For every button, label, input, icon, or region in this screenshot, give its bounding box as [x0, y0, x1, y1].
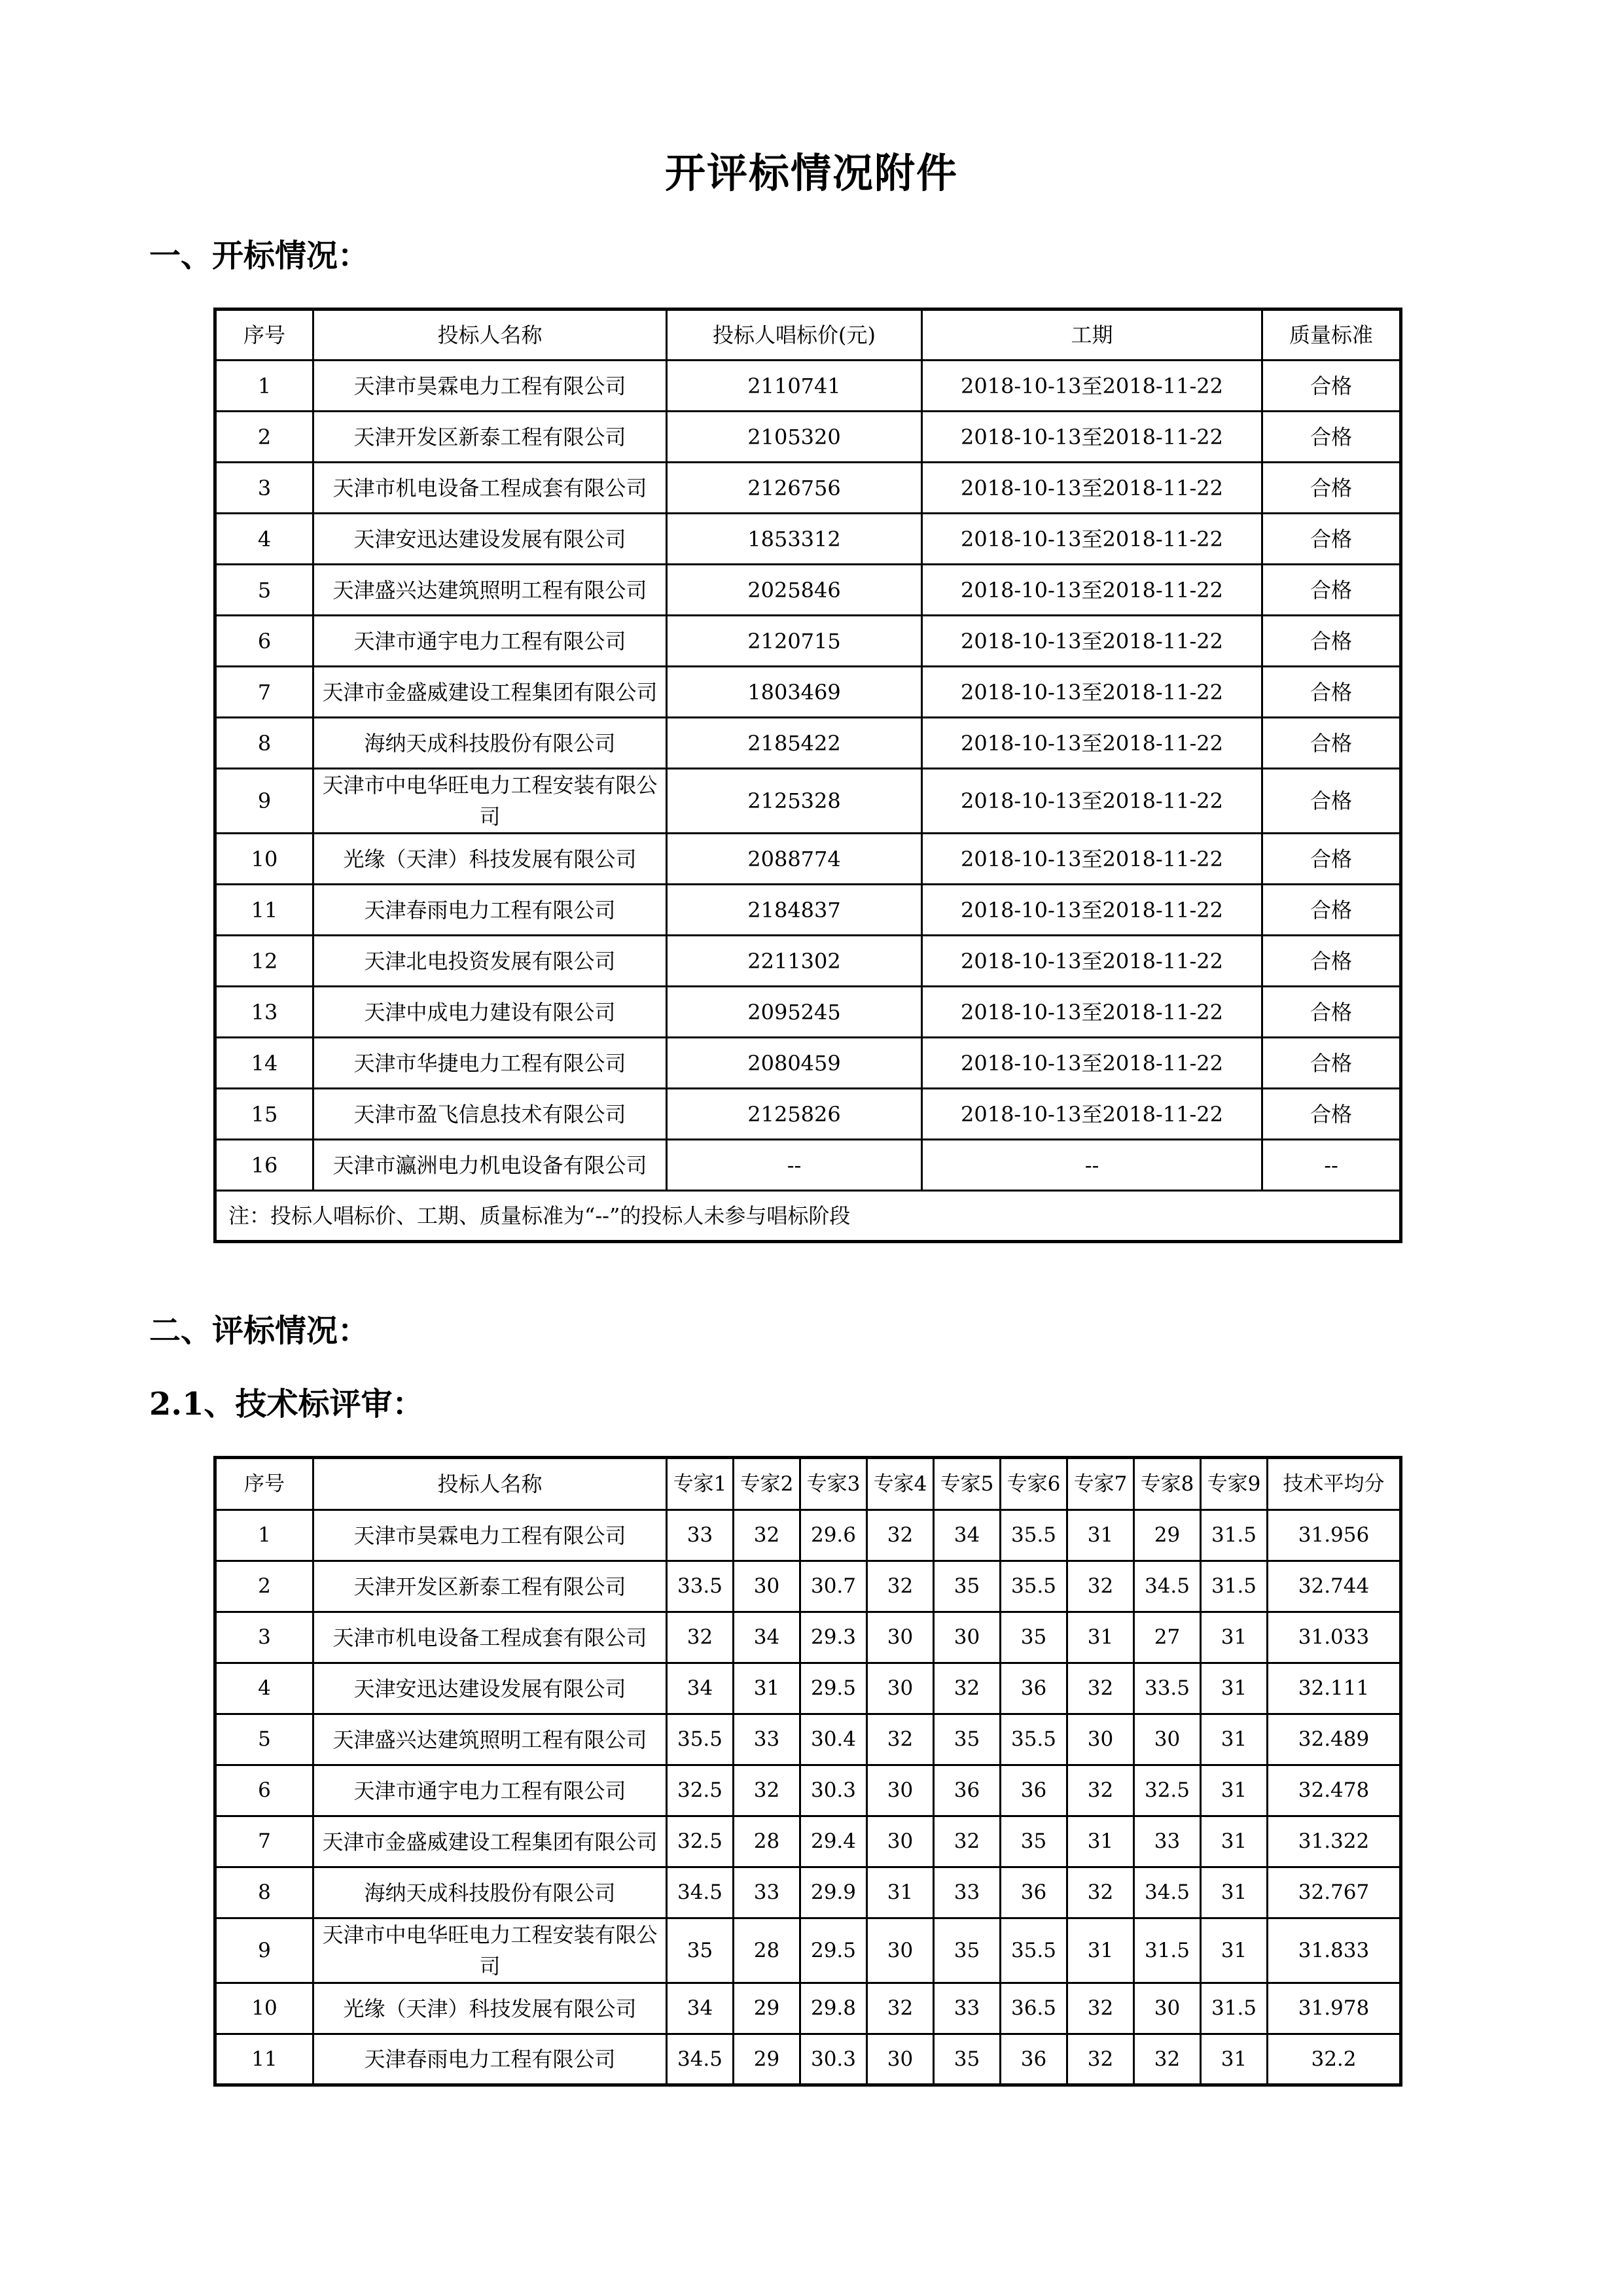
table-row — [215, 718, 1401, 769]
expert-score: 31.5 — [1201, 1510, 1268, 1561]
note-cell: 注：投标人唱标价、工期、质量标准为“--”的投标人未参与唱标阶段 — [215, 1191, 1401, 1242]
bidder-name: 光缘（天津）科技发展有限公司 — [313, 834, 667, 885]
row-index: 6 — [215, 616, 313, 667]
bidder-name: 天津市金盛威建设工程集团有限公司 — [313, 1816, 667, 1867]
expert-score: 36 — [1001, 2034, 1067, 2085]
table-row — [215, 565, 1401, 616]
bid-price: 2105320 — [667, 412, 922, 463]
technical-average-score: 31.978 — [1268, 1983, 1401, 2034]
header-cell: 工期 — [922, 309, 1262, 361]
expert-score: 32 — [1134, 2034, 1201, 2085]
duration: 2018-10-13至2018-11-22 — [922, 412, 1262, 463]
expert-score: 33 — [934, 1983, 1001, 2034]
technical-average-score: 32.478 — [1268, 1765, 1401, 1816]
expert-score: 31 — [1201, 1816, 1268, 1867]
expert-score: 29.8 — [800, 1983, 867, 2034]
row-index: 7 — [215, 667, 313, 718]
expert-score: 32 — [734, 1765, 800, 1816]
table-row — [215, 1140, 1401, 1191]
row-index: 9 — [215, 769, 313, 834]
duration: 2018-10-13至2018-11-22 — [922, 1038, 1262, 1089]
duration: 2018-10-13至2018-11-22 — [922, 667, 1262, 718]
bidder-name: 天津安迅达建设发展有限公司 — [313, 514, 667, 565]
bid-price: 2211302 — [667, 936, 922, 987]
bidder-name: 天津市机电设备工程成套有限公司 — [313, 463, 667, 514]
header-cell: 质量标准 — [1262, 309, 1401, 361]
technical-average-score: 32.767 — [1268, 1867, 1401, 1918]
bidder-name: 天津市中电华旺电力工程安装有限公司 — [313, 769, 667, 834]
bidder-name: 天津春雨电力工程有限公司 — [313, 2034, 667, 2085]
expert-score: 33 — [734, 1867, 800, 1918]
expert-score: 35.5 — [1001, 1561, 1067, 1612]
expert-score: 34 — [667, 1983, 734, 2034]
expert-score: 29.5 — [800, 1663, 867, 1714]
table-row — [215, 514, 1401, 565]
expert-score: 33.5 — [667, 1561, 734, 1612]
expert-score: 32 — [867, 1983, 934, 2034]
expert-score: 29.5 — [800, 1918, 867, 1983]
header-cell: 专家9 — [1201, 1458, 1268, 1510]
expert-score: 34.5 — [1134, 1867, 1201, 1918]
header-cell: 专家3 — [800, 1458, 867, 1510]
row-index: 4 — [215, 1663, 313, 1714]
expert-score: 34.5 — [1134, 1561, 1201, 1612]
section1-heading: 一、开标情况： — [149, 238, 370, 274]
bidder-name: 天津市通宇电力工程有限公司 — [313, 616, 667, 667]
note-row — [215, 1191, 1401, 1242]
bidder-name: 天津开发区新泰工程有限公司 — [313, 412, 667, 463]
expert-score: 35 — [934, 1714, 1001, 1765]
expert-score: 30 — [734, 1561, 800, 1612]
technical-average-score: 32.2 — [1268, 2034, 1401, 2085]
table-row — [215, 667, 1401, 718]
technical-average-score: 31.322 — [1268, 1816, 1401, 1867]
header-cell: 专家7 — [1067, 1458, 1134, 1510]
expert-score: 32 — [1067, 1983, 1134, 2034]
expert-score: 31 — [1201, 1714, 1268, 1765]
expert-score: 35.5 — [1001, 1918, 1067, 1983]
header-cell: 专家6 — [1001, 1458, 1067, 1510]
row-index: 1 — [215, 361, 313, 412]
table-row — [215, 1612, 1401, 1663]
duration: 2018-10-13至2018-11-22 — [922, 463, 1262, 514]
quality-standard: 合格 — [1262, 718, 1401, 769]
row-index: 9 — [215, 1918, 313, 1983]
expert-score: 34.5 — [667, 1867, 734, 1918]
row-index: 12 — [215, 936, 313, 987]
quality-standard: 合格 — [1262, 463, 1401, 514]
bid-price: 2080459 — [667, 1038, 922, 1089]
expert-score: 31 — [1067, 1612, 1134, 1663]
table-row — [215, 1510, 1401, 1561]
expert-score: 35.5 — [1001, 1714, 1067, 1765]
expert-score: 31 — [1067, 1918, 1134, 1983]
expert-score: 29.6 — [800, 1510, 867, 1561]
expert-score: 31.5 — [1134, 1918, 1201, 1983]
bidder-name: 天津盛兴达建筑照明工程有限公司 — [313, 1714, 667, 1765]
quality-standard: 合格 — [1262, 667, 1401, 718]
expert-score: 32 — [934, 1663, 1001, 1714]
bid-price: 2025846 — [667, 565, 922, 616]
bidder-name: 天津安迅达建设发展有限公司 — [313, 1663, 667, 1714]
expert-score: 29.3 — [800, 1612, 867, 1663]
header-cell: 投标人唱标价(元) — [667, 309, 922, 361]
expert-score: 28 — [734, 1918, 800, 1983]
expert-score: 32 — [1067, 1561, 1134, 1612]
table-row — [215, 1918, 1401, 1983]
expert-score: 35 — [934, 1561, 1001, 1612]
row-index: 11 — [215, 885, 313, 936]
bidder-name: 天津春雨电力工程有限公司 — [313, 885, 667, 936]
expert-score: 36 — [1001, 1765, 1067, 1816]
table-header-row — [215, 1458, 1401, 1510]
expert-score: 30.3 — [800, 2034, 867, 2085]
expert-score: 34 — [934, 1510, 1001, 1561]
row-index: 6 — [215, 1765, 313, 1816]
quality-standard: 合格 — [1262, 1089, 1401, 1140]
table-row — [215, 463, 1401, 514]
expert-score: 35.5 — [667, 1714, 734, 1765]
expert-score: 31 — [1067, 1816, 1134, 1867]
header-cell: 序号 — [215, 309, 313, 361]
duration: 2018-10-13至2018-11-22 — [922, 885, 1262, 936]
expert-score: 35 — [934, 1918, 1001, 1983]
quality-standard: 合格 — [1262, 769, 1401, 834]
bidder-name: 天津市瀛洲电力机电设备有限公司 — [313, 1140, 667, 1191]
technical-average-score: 32.111 — [1268, 1663, 1401, 1714]
expert-score: 31 — [1201, 1867, 1268, 1918]
expert-score: 32 — [734, 1510, 800, 1561]
row-index: 10 — [215, 1983, 313, 2034]
expert-score: 31.5 — [1201, 1983, 1268, 2034]
table-row — [215, 1714, 1401, 1765]
quality-standard: 合格 — [1262, 616, 1401, 667]
row-index: 2 — [215, 1561, 313, 1612]
expert-score: 30.7 — [800, 1561, 867, 1612]
expert-score: 27 — [1134, 1612, 1201, 1663]
expert-score: 29.9 — [800, 1867, 867, 1918]
technical-average-score: 31.956 — [1268, 1510, 1401, 1561]
bidder-name: 天津市机电设备工程成套有限公司 — [313, 1612, 667, 1663]
table-row — [215, 2034, 1401, 2085]
bidder-name: 海纳天成科技股份有限公司 — [313, 718, 667, 769]
bid-price: 2125328 — [667, 769, 922, 834]
header-cell: 投标人名称 — [313, 309, 667, 361]
expert-score: 35 — [1001, 1612, 1067, 1663]
expert-score: 30 — [934, 1612, 1001, 1663]
row-index: 13 — [215, 987, 313, 1038]
expert-score: 29 — [734, 1983, 800, 2034]
table-row — [215, 1663, 1401, 1714]
header-cell: 技术平均分 — [1268, 1458, 1401, 1510]
bidder-name: 光缘（天津）科技发展有限公司 — [313, 1983, 667, 2034]
header-cell: 专家4 — [867, 1458, 934, 1510]
table-row — [215, 1816, 1401, 1867]
expert-score: 35.5 — [1001, 1510, 1067, 1561]
technical-review-table — [213, 1456, 1402, 2087]
row-index: 11 — [215, 2034, 313, 2085]
expert-score: 30 — [867, 1918, 934, 1983]
bidder-name: 天津开发区新泰工程有限公司 — [313, 1561, 667, 1612]
row-index: 8 — [215, 1867, 313, 1918]
bid-price: 2126756 — [667, 463, 922, 514]
quality-standard: -- — [1262, 1140, 1401, 1191]
expert-score: 36 — [934, 1765, 1001, 1816]
expert-score: 34 — [734, 1612, 800, 1663]
expert-score: 32 — [934, 1816, 1001, 1867]
bid-opening-table — [213, 308, 1402, 1243]
quality-standard: 合格 — [1262, 361, 1401, 412]
expert-score: 32.5 — [667, 1816, 734, 1867]
bidder-name: 天津盛兴达建筑照明工程有限公司 — [313, 565, 667, 616]
expert-score: 31 — [1201, 1612, 1268, 1663]
expert-score: 29 — [734, 2034, 800, 2085]
row-index: 15 — [215, 1089, 313, 1140]
quality-standard: 合格 — [1262, 412, 1401, 463]
header-cell: 专家8 — [1134, 1458, 1201, 1510]
expert-score: 32 — [1067, 2034, 1134, 2085]
row-index: 5 — [215, 565, 313, 616]
expert-score: 30.3 — [800, 1765, 867, 1816]
expert-score: 29.4 — [800, 1816, 867, 1867]
expert-score: 33 — [934, 1867, 1001, 1918]
quality-standard: 合格 — [1262, 834, 1401, 885]
bid-price: 2095245 — [667, 987, 922, 1038]
expert-score: 35 — [934, 2034, 1001, 2085]
expert-score: 30 — [867, 2034, 934, 2085]
duration: 2018-10-13至2018-11-22 — [922, 616, 1262, 667]
expert-score: 34 — [667, 1663, 734, 1714]
duration: 2018-10-13至2018-11-22 — [922, 987, 1262, 1038]
row-index: 14 — [215, 1038, 313, 1089]
table-row — [215, 1867, 1401, 1918]
table-row — [215, 1983, 1401, 2034]
table-row — [215, 616, 1401, 667]
table-row — [215, 769, 1401, 834]
table-row — [215, 936, 1401, 987]
expert-score: 31 — [734, 1663, 800, 1714]
expert-score: 30 — [867, 1816, 934, 1867]
expert-score: 30 — [1134, 1714, 1201, 1765]
expert-score: 36 — [1001, 1663, 1067, 1714]
quality-standard: 合格 — [1262, 936, 1401, 987]
expert-score: 33 — [667, 1510, 734, 1561]
bidder-name: 天津市金盛威建设工程集团有限公司 — [313, 667, 667, 718]
bid-price: 2184837 — [667, 885, 922, 936]
quality-standard: 合格 — [1262, 987, 1401, 1038]
expert-score: 32 — [667, 1612, 734, 1663]
expert-score: 32 — [1067, 1867, 1134, 1918]
duration: 2018-10-13至2018-11-22 — [922, 936, 1262, 987]
technical-average-score: 32.744 — [1268, 1561, 1401, 1612]
bid-price: 1853312 — [667, 514, 922, 565]
duration: 2018-10-13至2018-11-22 — [922, 514, 1262, 565]
row-index: 1 — [215, 1510, 313, 1561]
section2-heading: 二、评标情况： — [149, 1313, 370, 1349]
expert-score: 31 — [867, 1867, 934, 1918]
row-index: 10 — [215, 834, 313, 885]
duration: 2018-10-13至2018-11-22 — [922, 718, 1262, 769]
bidder-name: 海纳天成科技股份有限公司 — [313, 1867, 667, 1918]
duration: 2018-10-13至2018-11-22 — [922, 565, 1262, 616]
expert-score: 34.5 — [667, 2034, 734, 2085]
bid-price: 2185422 — [667, 718, 922, 769]
table-row — [215, 1038, 1401, 1089]
expert-score: 31 — [1067, 1510, 1134, 1561]
expert-score: 31 — [1201, 1663, 1268, 1714]
expert-score: 30 — [1134, 1983, 1201, 2034]
row-index: 16 — [215, 1140, 313, 1191]
bidder-name: 天津市昊霖电力工程有限公司 — [313, 1510, 667, 1561]
expert-score: 35 — [667, 1918, 734, 1983]
table-row — [215, 412, 1401, 463]
duration: 2018-10-13至2018-11-22 — [922, 1089, 1262, 1140]
expert-score: 31 — [1201, 2034, 1268, 2085]
table-row — [215, 987, 1401, 1038]
duration: 2018-10-13至2018-11-22 — [922, 361, 1262, 412]
row-index: 3 — [215, 1612, 313, 1663]
quality-standard: 合格 — [1262, 885, 1401, 936]
header-cell: 专家5 — [934, 1458, 1001, 1510]
expert-score: 36 — [1001, 1867, 1067, 1918]
bid-price: 2120715 — [667, 616, 922, 667]
bidder-name: 天津北电投资发展有限公司 — [313, 936, 667, 987]
technical-average-score: 32.489 — [1268, 1714, 1401, 1765]
row-index: 2 — [215, 412, 313, 463]
expert-score: 33.5 — [1134, 1663, 1201, 1714]
expert-score: 29 — [1134, 1510, 1201, 1561]
expert-score: 31.5 — [1201, 1561, 1268, 1612]
technical-average-score: 31.033 — [1268, 1612, 1401, 1663]
header-cell: 投标人名称 — [313, 1458, 667, 1510]
table-row — [215, 1089, 1401, 1140]
row-index: 3 — [215, 463, 313, 514]
bid-price: 2110741 — [667, 361, 922, 412]
quality-standard: 合格 — [1262, 1038, 1401, 1089]
header-cell: 专家2 — [734, 1458, 800, 1510]
bidder-name: 天津市盈飞信息技术有限公司 — [313, 1089, 667, 1140]
table-row — [215, 361, 1401, 412]
expert-score: 32 — [1067, 1765, 1134, 1816]
expert-score: 32 — [867, 1510, 934, 1561]
technical-average-score: 31.833 — [1268, 1918, 1401, 1983]
expert-score: 30 — [867, 1612, 934, 1663]
table-row — [215, 834, 1401, 885]
duration: 2018-10-13至2018-11-22 — [922, 769, 1262, 834]
duration: -- — [922, 1140, 1262, 1191]
bid-price: 2125826 — [667, 1089, 922, 1140]
expert-score: 32 — [867, 1714, 934, 1765]
header-cell: 专家1 — [667, 1458, 734, 1510]
bid-price: 2088774 — [667, 834, 922, 885]
bidder-name: 天津市昊霖电力工程有限公司 — [313, 361, 667, 412]
bid-price: 1803469 — [667, 667, 922, 718]
page-title: 开评标情况附件 — [664, 149, 958, 197]
bidder-name: 天津中成电力建设有限公司 — [313, 987, 667, 1038]
header-cell: 序号 — [215, 1458, 313, 1510]
section2-sub-heading: 2.1、技术标评审： — [149, 1386, 424, 1422]
expert-score: 30 — [867, 1663, 934, 1714]
expert-score: 32.5 — [667, 1765, 734, 1816]
expert-score: 28 — [734, 1816, 800, 1867]
expert-score: 35 — [1001, 1816, 1067, 1867]
expert-score: 33 — [734, 1714, 800, 1765]
bid-price: -- — [667, 1140, 922, 1191]
expert-score: 31 — [1201, 1918, 1268, 1983]
duration: 2018-10-13至2018-11-22 — [922, 834, 1262, 885]
expert-score: 32 — [1067, 1663, 1134, 1714]
expert-score: 30 — [1067, 1714, 1134, 1765]
row-index: 8 — [215, 718, 313, 769]
expert-score: 36.5 — [1001, 1983, 1067, 2034]
expert-score: 32 — [867, 1561, 934, 1612]
table-row — [215, 1765, 1401, 1816]
table-header-row — [215, 309, 1401, 361]
expert-score: 30 — [867, 1765, 934, 1816]
expert-score: 31 — [1201, 1765, 1268, 1816]
expert-score: 30.4 — [800, 1714, 867, 1765]
bidder-name: 天津市通宇电力工程有限公司 — [313, 1765, 667, 1816]
quality-standard: 合格 — [1262, 514, 1401, 565]
expert-score: 32.5 — [1134, 1765, 1201, 1816]
table-row — [215, 885, 1401, 936]
quality-standard: 合格 — [1262, 565, 1401, 616]
expert-score: 33 — [1134, 1816, 1201, 1867]
bidder-name: 天津市华捷电力工程有限公司 — [313, 1038, 667, 1089]
row-index: 7 — [215, 1816, 313, 1867]
row-index: 5 — [215, 1714, 313, 1765]
bidder-name: 天津市中电华旺电力工程安装有限公司 — [313, 1918, 667, 1983]
row-index: 4 — [215, 514, 313, 565]
table-row — [215, 1561, 1401, 1612]
